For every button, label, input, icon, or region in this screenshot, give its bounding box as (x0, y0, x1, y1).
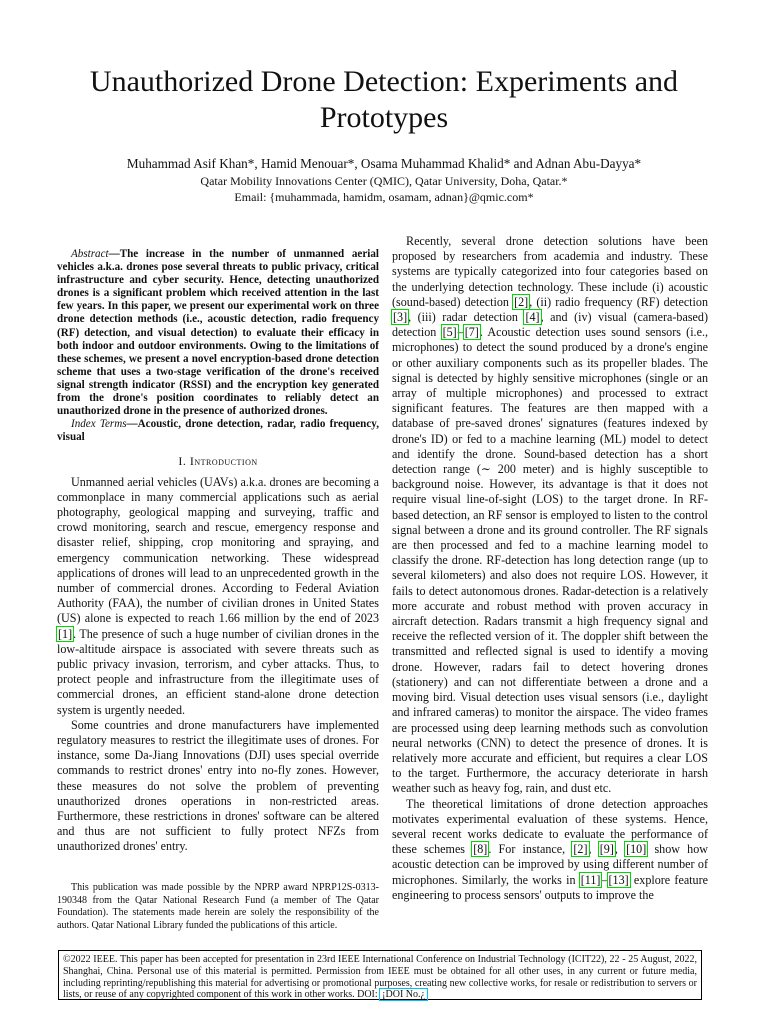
citation-link[interactable]: [11] (580, 872, 601, 887)
citation-link[interactable]: [13] (608, 872, 629, 887)
text-run: . For instance, (488, 842, 573, 857)
copyright-text: ©2022 IEEE. This paper has been accepted for presentation in 23rd IEEE International Conference on Industrial Technology (ICIT22), 22 - 25 August, 2022, Shanghai, China. Personal use of this material is permitted. Permission from IEEE must be obtained for all other uses, in any current or future media, including reprinting/republishing this material for advertising or promotional purposes, creating new collective works, for resale or redistribution to servers or lists, or reuse of any copyrighted component of this work in other works. DOI: (63, 954, 697, 1001)
citation-link[interactable]: [1] (58, 626, 73, 641)
text-run: , (iii) radar detection (408, 310, 525, 325)
copyright-notice (58, 950, 702, 1000)
citation-link[interactable]: [4] (525, 310, 540, 325)
citation-link[interactable]: [9] (599, 842, 614, 857)
intro-paragraph-2: Some countries and drone manufacturers have implemented regulatory measures to restrict the illegitimate uses of drones. For instance, some Da-Jiang Innovations (DJI) uses special override commands to restrict drones' entry into no-fly zones. However, these measures do not solve the problem of preventing unauthorized drones operations in non-restricted areas. Furthermore, these restrictions in drones' software can be altered and thus are not sufficient to fully protect NFZs from unauthorized drones' entry. (57, 717, 379, 854)
right-column (392, 234, 708, 903)
author-list: Muhammad Asif Khan*, Hamid Menouar*, Osama Muhammad Khalid* and Adnan Abu-Dayya* (126, 156, 642, 171)
citation-link[interactable]: [7] (464, 325, 479, 340)
index-terms (57, 418, 379, 444)
intro-paragraph-1 (57, 475, 379, 718)
funding-footnote: This publication was made possible by the NPRP award NPRP12S-0313-190348 from the Qatar National Research Fund (a member of The Qatar Foundation). The statements made herein are solely the responsibility of the authors. Qatar National Library funded the publications of this article. (57, 882, 379, 931)
citation-link[interactable]: [10] (626, 842, 647, 857)
citation-link[interactable]: [2] (573, 842, 588, 857)
text-run: The theoretical limitations of drone detection approaches motivates experimental evaluation of these systems. Hence, several recent works dedicate to evaluate the performance of these schemes (392, 796, 708, 857)
text-run: . Acoustic detection uses sound sensors (i.e., microphones) to detect the sound produced by a drone's engine or other auxiliary components such as its propeller blades. The signal is detected by highly sensitive microphones (single or an array of multiple microphones) and processed to extract significant features. The features are then mapped with a database of pre-saved drones' signatures (features indexed by drone's ID) or fed to a machine learning (ML) model to detect and identify the drone. Sound-based detection has a short detection range (∼ 200 meter) and is highly susceptible to background noise. However, its advantage is that it does not require visual line-of-sight (LOS) to the target drone. In RF-based detection, an RF sensor is employed to listen to the control signal between a drone and its ground controller. The RF signals are then processed and fed to a machine learning model to classify the drone. RF-detection has long detection range (up to several kilometers) and also does not require LOS. However, it fails to detect autonomous drones. Radar-detection is a relatively more accurate and robust method with proven accuracy in aircraft detection. Radars transmit a high frequency signal and receive the reflected version of it. The doppler shift between the transmitted and reflected signal is used to identify a moving drone. However, radars fail to detect hovering drones (stationery) and can not differentiate between a drone and a moving bird. Visual detection uses visual sensors (i.e., daylight and infrared cameras) to monitor the airspace. The video frames are processed using deep learning methods such as convolution neural networks (CNN) to detect the presence of drones. It is relatively more accurate and efficient, but requires a clear LOS to the target. Furthermore, the accuracy deteriorate in harsh weather such as heavy fog, rain, and dust etc. (392, 325, 708, 796)
abstract-lead: Abstract (71, 248, 109, 260)
text-run: explore feature engineering to process sensors' outputs to improve the (392, 872, 708, 902)
text-run: – (601, 872, 608, 887)
text-run: Recently, several drone detection solutions have been proposed by researchers from academia and industry. These systems are typically categorized into four categories based on the underlying detection technology. These include (i) acoustic (sound-based) detection (392, 234, 708, 309)
left-column (57, 248, 379, 855)
affiliation: Qatar Mobility Innovations Center (QMIC), Qatar University, Doha, Qatar.* (200, 174, 568, 188)
text-run: . The presence of such a huge number of civilian drones in the low-altitude airspace is associated with severe threats such as public privacy invasion, terrorism, and cyber attacks. Thus, to protect people and infrastructure from the illegitimate uses of commercial drones, an efficient stand-alone drone detection system is urgently needed. (57, 626, 379, 717)
citation-link[interactable]: [5] (442, 325, 457, 340)
doi-link[interactable]: ¡DOI No.¿ (382, 989, 425, 1001)
abstract-text: —The increase in the number of unmanned aerial vehicles a.k.a. drones pose several threats to public privacy, critical infrastructure and cyber security. Hence, detecting unauthorized drones is a significant problem which received attention in the last few years. In this paper, we present our experimental work on three drone detection methods (i.e., acoustic detection, radio frequency (RF) detection, and visual detection) to evaluate their efficacy in both indoor and outdoor environments. Owing to the limitations of these schemes, we present a novel encryption-based drone detection scheme that uses a two-stage verification of the drone's received signal strength indicator (RSSI) and the encryption key generated from the drone's position coordinates to reliably detect an unauthorized drone in the presence of authorized drones. (57, 248, 379, 418)
citation-link[interactable]: [2] (514, 294, 529, 309)
index-terms-lead: Index Terms (71, 418, 127, 431)
section-heading-introduction: I. Introduction (178, 454, 258, 469)
text-run: show how acoustic detection can be improved by using different number of microphones. Similarly, the works in (392, 842, 709, 887)
index-terms-text: —Acoustic, drone detection, radar, radio frequency, visual (57, 418, 379, 444)
citation-link[interactable]: [3] (393, 310, 408, 325)
text-run: , (614, 842, 626, 857)
author-email: Email: {muhammada, hamidm, osamam, adnan}@qmic.com* (234, 190, 534, 204)
text-run: , (ii) radio frequency (RF) detection (529, 294, 708, 309)
paper-title: Unauthorized Drone Detection: Experiments and Prototypes (89, 65, 679, 134)
text-run: – (457, 325, 464, 340)
abstract (57, 248, 379, 418)
text-run: , and (iv) visual (camera-based) detection (392, 310, 708, 340)
related-work-paragraph-2 (392, 797, 708, 903)
text-run: Unmanned aerial vehicles (UAVs) a.k.a. drones are becoming a commonplace in many commercial applications such as aerial photography, geological mapping and surveying, traffic and crowd monitoring, search and rescue, emergency response and disaster relief, shipping, crop monitoring and spraying, and emergency communication networking. These widespread applications of drones will lead to an unprecedented growth in the number of commercial drones. According to Federal Aviation Authority (FAA), the number of civilian drones in United States (US) alone is expected to reach 1.66 million by the end of 2023 (57, 474, 379, 626)
citation-link[interactable]: [8] (473, 842, 488, 857)
related-work-paragraph-1 (392, 234, 708, 797)
text-run: , (588, 842, 599, 857)
